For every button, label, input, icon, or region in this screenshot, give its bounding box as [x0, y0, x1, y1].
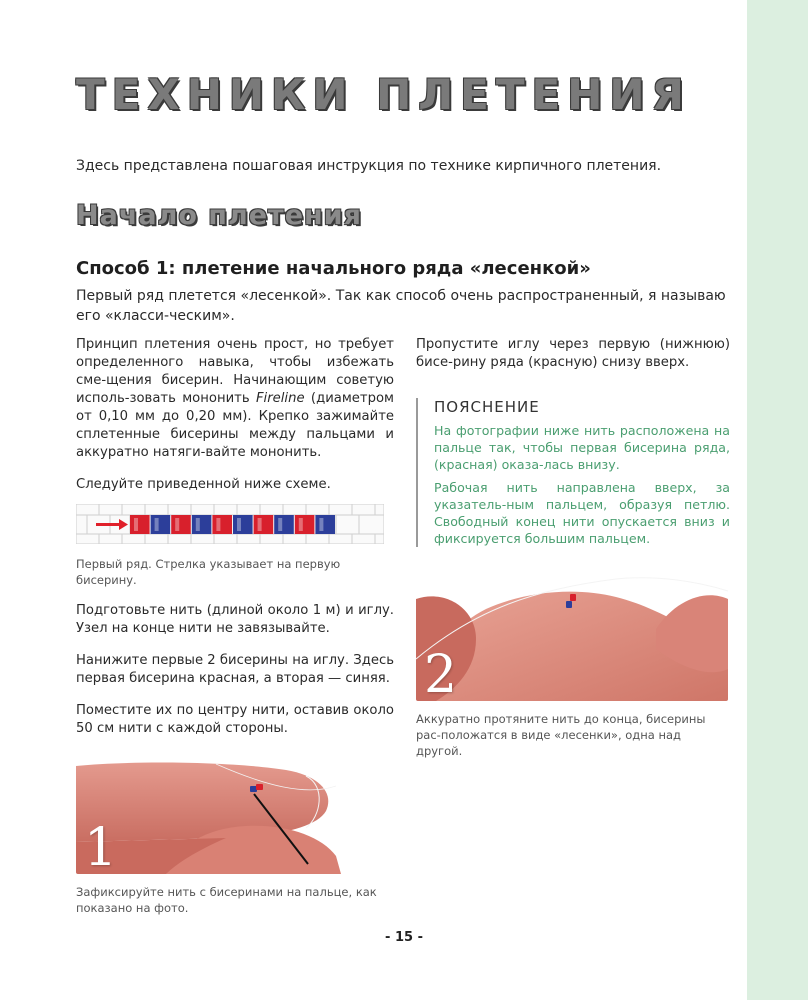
bead-highlight [319, 518, 323, 531]
red-bead [171, 515, 191, 534]
right-column [416, 336, 730, 773]
chapter-title: ТЕХНИКИ ПЛЕТЕНИЯ [76, 70, 691, 119]
red-bead [130, 515, 150, 534]
page-number: - 15 - [385, 930, 423, 945]
red-bead [212, 515, 232, 534]
scheme-intro: Следуйте приведенной ниже схеме. [76, 477, 331, 492]
bead-highlight [196, 518, 200, 531]
bead-highlight [278, 518, 282, 531]
photo-2-caption: Аккуратно протяните нить до конца, бисерины рас-положатся в виде «лесенки», одна над другой. [416, 712, 706, 758]
explanation-paragraph-1: На фотографии ниже нить расположена на пальце так, чтобы первая бисерина ряда, (красная) оказа-лась внизу. [434, 423, 730, 472]
principle-text-end: (диаметром от 0,10 мм до 0,20 мм). Крепко зажимайте сплетенные бисерины между пальцами и аккуратно натяги-вайте мононить. [76, 391, 394, 460]
bead-highlight [258, 518, 262, 531]
photo-step-2 [416, 569, 728, 701]
prepare-thread-paragraph: Подготовьте нить (длиной около 1 м) и иглу. Узел на конце нити не завязывайте. [76, 603, 394, 636]
intro-text: Здесь представлена пошаговая инструкция по технике кирпичного плетения. [76, 158, 662, 174]
side-color-strip [747, 0, 808, 1000]
explanation-paragraph-2: Рабочая нить направлена вверх, за указатель-ным пальцем, образуя петлю. Свободный конец нити опускается вниз и фиксируется большим пальцем. [434, 480, 730, 546]
bead-scheme-graphic [76, 504, 384, 544]
scheme-caption: Первый ряд. Стрелка указывает на первую бисерину. [76, 557, 341, 587]
string-beads-paragraph: Нанижите первые 2 бисерины на иглу. Здесь первая бисерина красная, а вторая — синяя. [76, 653, 394, 686]
bead-highlight [237, 518, 241, 531]
finger-photo-2 [416, 569, 728, 701]
blue-bead [151, 515, 171, 534]
bead-highlight [134, 518, 138, 531]
principle-text-start: Принцип плетения очень прост, но требует определенного навыка, чтобы избежать сме-щения бисерин. Начинающим советую исполь-зовать мононить [76, 337, 394, 406]
bead-highlight [216, 518, 220, 531]
bead-highlight [175, 518, 179, 531]
explanation-box [416, 398, 730, 547]
blue-bead [192, 515, 212, 534]
photo-1-caption: Зафиксируйте нить с бисеринами на пальце, как показано на фото. [76, 885, 377, 915]
bead-row [130, 515, 335, 534]
pass-needle-paragraph: Пропустите иглу через первую (нижнюю) бисе-рину ряда (красную) снизу вверх. [416, 337, 730, 370]
photo-2-number: 2 [424, 645, 458, 701]
blue-bead [315, 515, 335, 534]
bead-scheme [76, 504, 384, 544]
bead-highlight [299, 518, 303, 531]
red-bead [295, 515, 315, 534]
principle-paragraph [76, 336, 394, 462]
bead-highlight [155, 518, 159, 531]
red-bead [254, 515, 274, 534]
left-column [76, 336, 394, 930]
brand-name: Fireline [255, 391, 305, 406]
finger-photo-1 [76, 756, 386, 874]
method-lead: Первый ряд плетется «лесенкой». Так как способ очень распространенный, я называю его «класси-ческим». [76, 288, 726, 324]
photo-1-number: 1 [84, 818, 118, 874]
blue-bead [274, 515, 294, 534]
method-heading: Способ 1: плетение начального ряда «лесенкой» [76, 258, 591, 279]
blue-bead [233, 515, 253, 534]
center-beads-paragraph: Поместите их по центру нити, оставив около 50 см нити с каждой стороны. [76, 703, 394, 736]
photo-step-1 [76, 756, 386, 874]
section-heading: Начало плетения [76, 200, 362, 231]
explanation-title: ПОЯСНЕНИЕ [434, 398, 540, 416]
